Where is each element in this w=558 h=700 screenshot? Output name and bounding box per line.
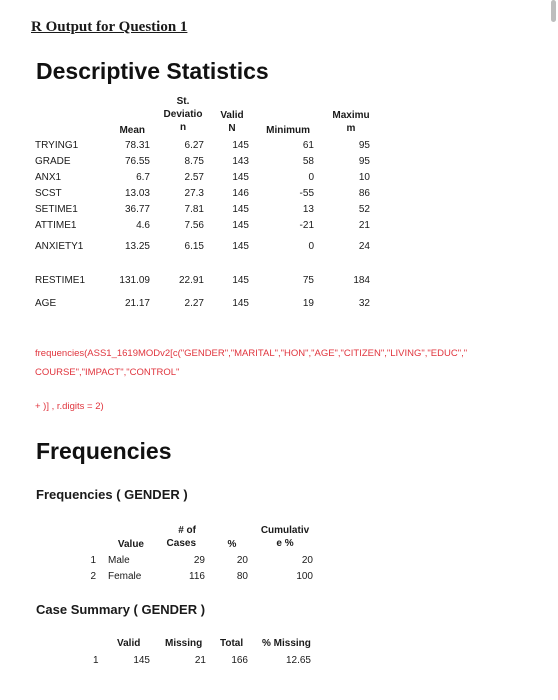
setime1-valid-cell: 145 [232, 204, 249, 215]
trying1-sd-cell: 6.27 [184, 140, 204, 151]
frequencies-title: Frequencies [36, 438, 172, 464]
cs-total-value: 166 [231, 655, 248, 666]
variable-label-setime1: SETIME1 [35, 204, 78, 215]
anxiety1-valid-cell: 145 [232, 241, 249, 252]
freq-male-percent-cell: 20 [236, 555, 248, 566]
cs-col-valid-header: Valid [117, 638, 141, 649]
trying1-max-cell: 95 [358, 140, 370, 151]
anx1-sd-cell: 2.57 [184, 172, 204, 183]
setime1-max-cell: 52 [358, 204, 370, 215]
restime1-max-cell: 184 [353, 275, 370, 286]
scrollbar[interactable] [551, 0, 556, 22]
cs-col-total-header: Total [220, 638, 244, 649]
variable-label-anx1: ANX1 [35, 172, 62, 183]
variable-label-age: AGE [35, 298, 57, 309]
cs-col-pct-missing-header: % Missing [262, 638, 311, 649]
col-mean-header: Mean [119, 125, 145, 136]
anx1-valid-cell: 145 [232, 172, 249, 183]
cs-valid-value: 145 [133, 655, 150, 666]
scst-max-cell: 86 [358, 188, 370, 199]
descriptive-statistics-title: Descriptive Statistics [36, 58, 269, 84]
restime1-mean-cell: 131.09 [119, 275, 150, 286]
cs-missing-value: 21 [194, 655, 206, 666]
freq-col-percent-header: % [227, 539, 237, 550]
anxiety1-max-cell: 24 [358, 241, 370, 252]
freq-col-cases-header: # of Cases [166, 525, 196, 549]
freq-male-cases-cell: 29 [193, 555, 205, 566]
age-mean-cell: 21.17 [124, 298, 150, 309]
code-line-1: frequencies(ASS1_1619MODv2[c("GENDER","MARITAL","HON","AGE","CITIZEN","LIVING","EDUC"," [35, 348, 468, 359]
age-min-cell: 19 [302, 298, 314, 309]
trying1-valid-cell: 145 [232, 140, 249, 151]
grade-min-cell: 58 [302, 156, 314, 167]
freq-female-cases-cell: 116 [189, 571, 205, 582]
scst-valid-cell: 146 [232, 188, 249, 199]
age-valid-cell: 145 [232, 298, 249, 309]
freq-female-value-cell: Female [108, 571, 142, 582]
age-max-cell: 32 [358, 298, 370, 309]
frequencies-subtitle: Frequencies ( GENDER ) [36, 487, 188, 502]
freq-female-index-cell: 2 [90, 571, 96, 582]
cs-col-missing-header: Missing [165, 638, 203, 649]
variable-label-scst: SCST [35, 188, 62, 199]
restime1-sd-cell: 22.91 [178, 275, 204, 286]
code-line-3: + )] , r.digits = 2) [35, 401, 104, 412]
variable-label-restime1: RESTIME1 [35, 275, 86, 286]
scst-mean-cell: 13.03 [124, 188, 150, 199]
freq-female-percent-cell: 80 [236, 571, 248, 582]
restime1-min-cell: 75 [302, 275, 314, 286]
trying1-mean-cell: 78.31 [124, 140, 150, 151]
attime1-min-cell: -21 [299, 220, 314, 231]
anxiety1-mean-cell: 13.25 [124, 241, 150, 252]
variable-label-attime1: ATTIME1 [35, 220, 77, 231]
age-sd-cell: 2.27 [184, 298, 204, 309]
attime1-valid-cell: 145 [232, 220, 249, 231]
trying1-min-cell: 61 [302, 140, 314, 151]
attime1-mean-cell: 4.6 [136, 220, 150, 231]
scst-sd-cell: 27.3 [184, 188, 204, 199]
freq-male-index-cell: 1 [90, 555, 96, 566]
restime1-valid-cell: 145 [232, 275, 249, 286]
col-minimum-header: Minimum [266, 125, 310, 136]
anx1-min-cell: 0 [308, 172, 314, 183]
col-valid-header: Valid N [220, 110, 244, 134]
code-line-2: COURSE","IMPACT","CONTROL" [35, 367, 180, 378]
freq-col-value-header: Value [117, 539, 144, 550]
variable-label-trying1: TRYING1 [35, 140, 79, 151]
col-sd-header: St. Deviatio n [163, 96, 203, 133]
freq-col-cumulative-header: Cumulativ e % [260, 525, 310, 549]
page-header: R Output for Question 1 [31, 19, 188, 35]
cs-pct-missing-value: 12.65 [285, 655, 311, 666]
anx1-mean-cell: 6.7 [136, 172, 150, 183]
anx1-max-cell: 10 [358, 172, 370, 183]
grade-valid-cell: 143 [232, 156, 249, 167]
freq-male-cumulative-cell: 20 [301, 555, 313, 566]
col-maximum-header: Maximu m [332, 110, 370, 134]
cs-row-index: 1 [93, 655, 99, 666]
freq-male-value-cell: Male [108, 555, 130, 566]
setime1-mean-cell: 36.77 [124, 204, 150, 215]
grade-mean-cell: 76.55 [124, 156, 150, 167]
anxiety1-sd-cell: 6.15 [184, 241, 204, 252]
setime1-sd-cell: 7.81 [184, 204, 204, 215]
anxiety1-min-cell: 0 [308, 241, 314, 252]
grade-max-cell: 95 [358, 156, 370, 167]
variable-label-grade: GRADE [35, 156, 71, 167]
scst-min-cell: -55 [299, 188, 314, 199]
freq-female-cumulative-cell: 100 [296, 571, 313, 582]
case-summary-title: Case Summary ( GENDER ) [36, 602, 206, 617]
attime1-max-cell: 21 [358, 220, 370, 231]
variable-label-anxiety1: ANXIETY1 [35, 241, 84, 252]
attime1-sd-cell: 7.56 [184, 220, 204, 231]
grade-sd-cell: 8.75 [184, 156, 204, 167]
setime1-min-cell: 13 [302, 204, 314, 215]
